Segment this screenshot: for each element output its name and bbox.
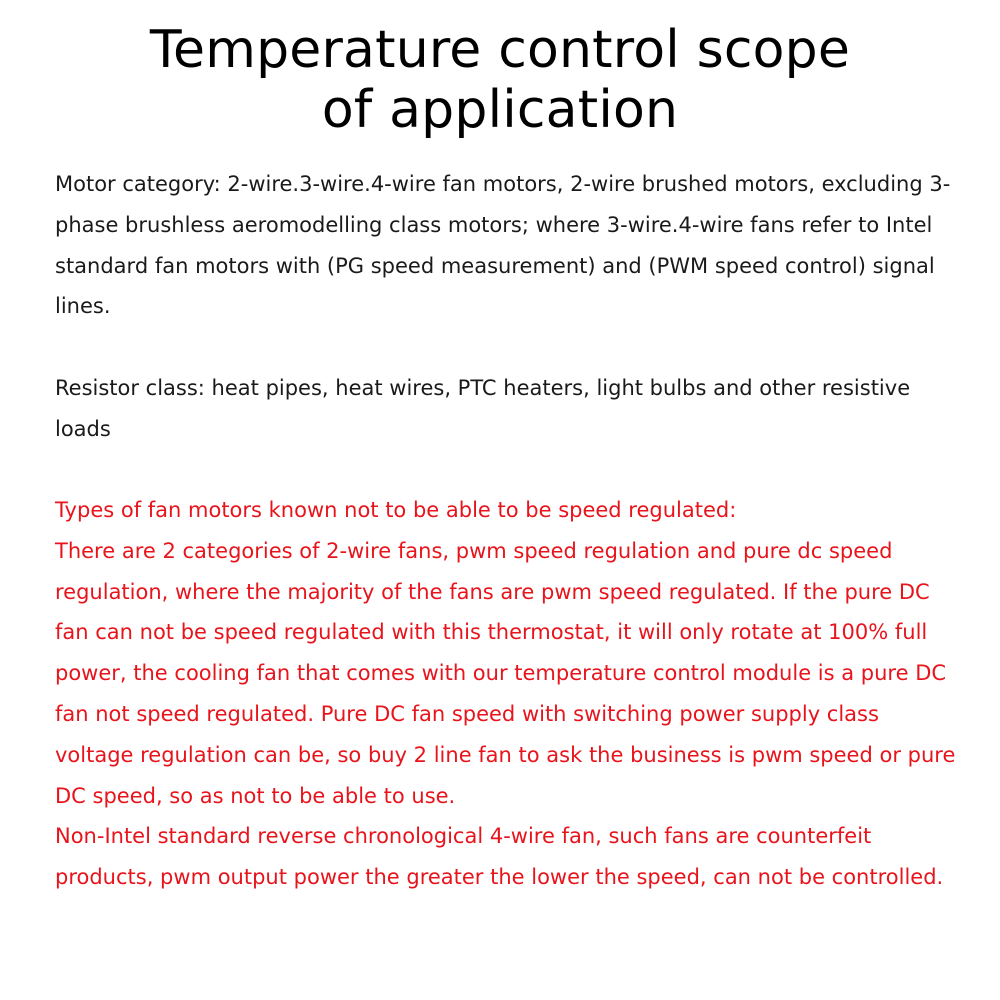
resistor-class-paragraph: Resistor class: heat pipes, heat wires, PTC heaters, light bulbs and other resistive loads bbox=[55, 376, 911, 441]
motor-category-paragraph: Motor category: 2-wire.3-wire.4-wire fan motors, 2-wire brushed motors, excluding 3-phase brushless aeromodelling class motors; where 3-wire.4-wire fans refer to Intel standard fan motors with (PG speed measurement) and (PWM speed control) signal lines. bbox=[55, 172, 951, 319]
warning-paragraph-2-wire-fans: There are 2 categories of 2-wire fans, pwm speed regulation and pure dc speed regulation, where the majority of the fans are pwm speed regulated. If the pure DC fan can not be speed regulated with this thermostat, it will only rotate at 100% full power, the cooling fan that comes with our temperature control module is a pure DC fan not speed regulated. Pure DC fan speed with switching power supply class voltage regulation can be, so buy 2 line fan to ask the business is pwm speed or pure DC speed, so as not to be able to use. bbox=[55, 538, 956, 808]
page-title-line-1: Temperature control scope bbox=[149, 20, 851, 80]
page-title bbox=[0, 20, 1000, 140]
warning-section bbox=[55, 490, 960, 898]
warning-heading: Types of fan motors known not to be able to be speed regulated: bbox=[55, 498, 737, 522]
page-title-line-2: of application bbox=[321, 80, 679, 140]
warning-paragraph-counterfeit-fans: Non-Intel standard reverse chronological 4-wire fan, such fans are counterfeit products, pwm output power the greater the lower the speed, can not be controlled. bbox=[55, 824, 944, 890]
